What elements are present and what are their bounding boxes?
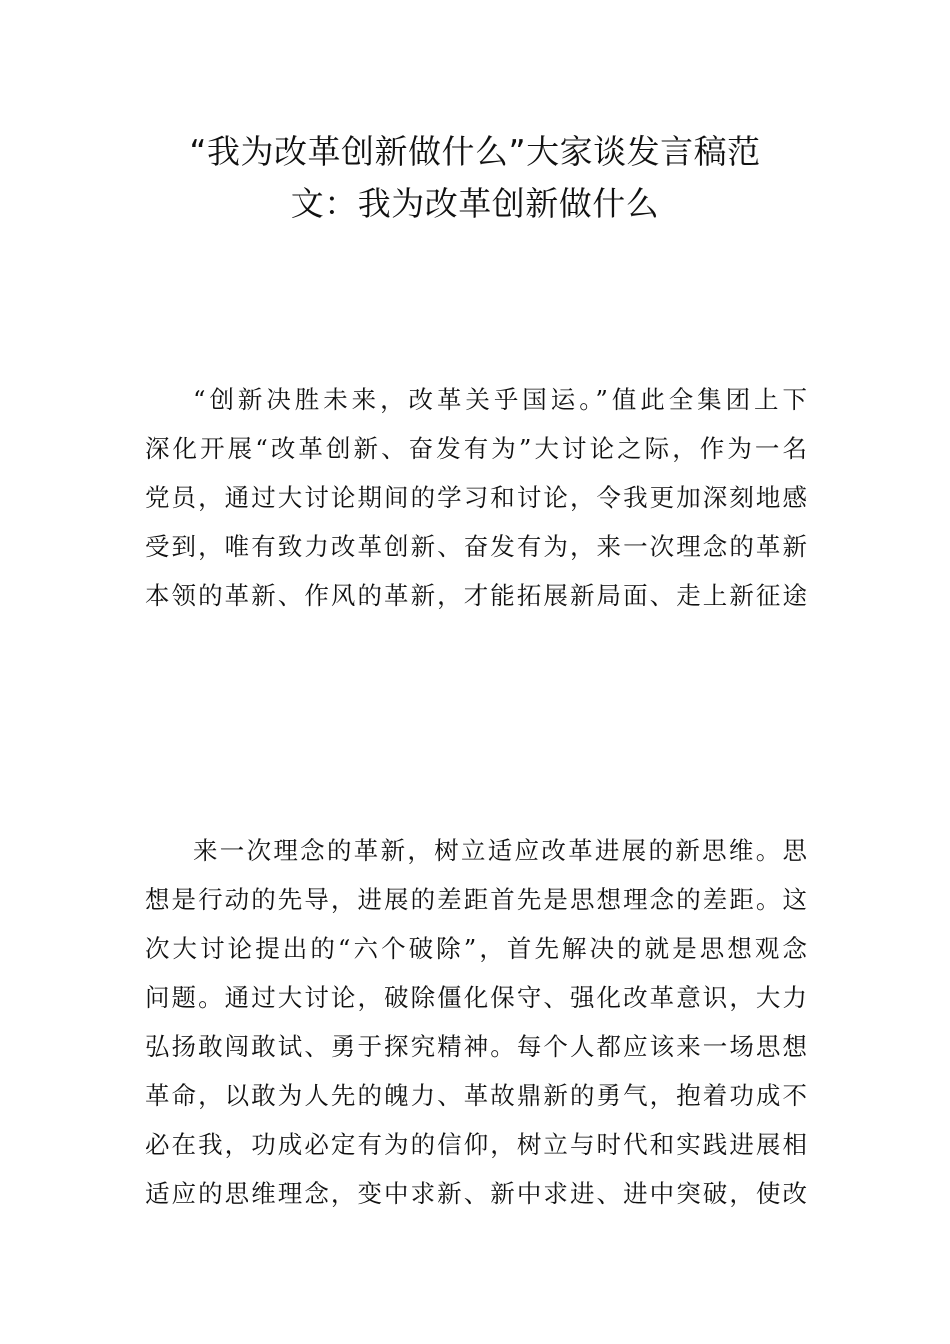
paragraph-line: 想是行动的先导，进展的差距首先是思想理念的差距。这 [145,885,807,914]
title-line: “我为改革创新做什么”大家谈发言稿范 [189,132,761,171]
title-line: 文：我为改革创新做什么 [290,184,660,223]
paragraph-line: 必在我，功成必定有为的信仰，树立与时代和实践进展相 [145,1130,807,1159]
paragraph-line: 本领的革新、作风的革新，才能拓展新局面、走上新征途 [145,581,807,610]
paragraph-concept-renewal [145,826,807,1218]
paragraph-line: 适应的思维理念，变中求新、新中求进、进中突破，使改 [145,1179,807,1208]
paragraph-line: 受到，唯有致力改革创新、奋发有为，来一次理念的革新 [145,532,807,561]
paragraph-line: 党员，通过大讨论期间的学习和讨论，令我更加深刻地感 [145,483,807,512]
paragraph-line: 革命，以敢为人先的魄力、革故鼎新的勇气，抱着功成不 [145,1081,807,1110]
paragraph-line: 弘扬敢闯敢试、勇于探究精神。每个人都应该来一场思想 [145,1032,807,1061]
paragraph-line: 深化开展“改革创新、奋发有为”大讨论之际，作为一名 [145,434,807,463]
paragraph-line: 来一次理念的革新，树立适应改革进展的新思维。思 [193,836,807,865]
paragraph-line: 问题。通过大讨论，破除僵化保守、强化改革意识，大力 [145,983,807,1012]
document-title [145,126,805,230]
paragraph-line: “创新决胜未来，改革关乎国运。”值此全集团上下 [193,385,807,414]
paragraph-intro [145,375,807,620]
paragraph-line: 次大讨论提出的“六个破除”，首先解决的就是思想观念 [145,934,807,963]
